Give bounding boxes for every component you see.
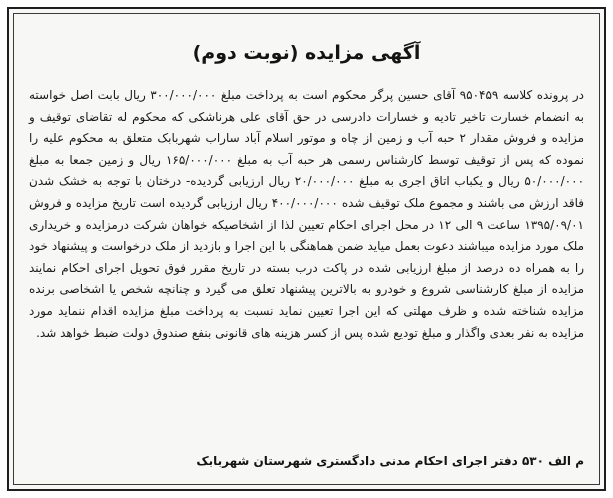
auction-notice [7, 7, 606, 491]
notice-signature: م الف ۵۳۰ دفتر اجرای احکام مدنی دادگستری شهرستان شهربابک [196, 454, 584, 468]
notice-title: آگهی مزایده (نوبت دوم) [192, 42, 421, 64]
notice-body: در پرونده کلاسه ۹۵۰۴۵۹ آقای حسین پرگر محکوم است به پرداخت مبلغ ۳۰۰/۰۰۰/۰۰۰ ریال بابت اصل خواسته به انضمام خسارت تاخیر تادیه و خسارات دادرسی در حق آقای علی هرناشکی که محکوم له تقاضای توقیف و مزایده و فروش مقدار ۲ حبه آب و زمین از چاه و موتور اسلام آباد ساراب شهربابک متعلق به محکوم علیه را نموده که پس از توقیف توسط کارشناس رسمی هر حبه آب به مبلغ ۱۶۵/۰۰۰/۰۰۰ ریال و زمین جمعا به مبلغ ۵۰/۰۰۰/۰۰۰ ریال و یکباب اتاق اجری به مبلغ ۲۰/۰۰۰/۰۰۰ ریال ارزیابی گردیده- درختان با توجه به خشک شدن فاقد ارزش می باشند و مجموع ملک توقیف شده ۴۰۰/۰۰۰/۰۰۰ ریال ارزیابی گردیده است تاریخ مزایده و فروش ۱۳۹۵/۰۹/۰۱ ساعت ۹ الی ۱۲ در محل اجرای احکام تعیین لذا از اشخاصیکه خواهان شرکت درمزایده و خریداری ملک مورد مزایده میباشند دعوت بعمل میاید ضمن هماهنگی با این اجرا و بازدید از ملک درخواست و پیشنهاد خود را به همراه ده درصد از مبلغ ارزیابی شده در پاکت درب بسته در تاریخ مقرر فوق تحویل اجرای احکام نمایند مزایده از مبلغ کارشناسی شروع و خودرو به بالاترین پیشنهاد تعلق می گیرد و چنانچه شخص یا اشخاصی برنده مزایده شناخته شده و ظرف مهلتی که این اجرا تعیین نماید نسبت به پرداخت مبلغ مزایده اقدام ننماید مورد مزایده به نفر بعدی واگذار و مبلغ تودیع شده پس از کسر هزینه های قانونی بنفع صندوق دولت ضبط خواهد شد. [29, 88, 585, 340]
